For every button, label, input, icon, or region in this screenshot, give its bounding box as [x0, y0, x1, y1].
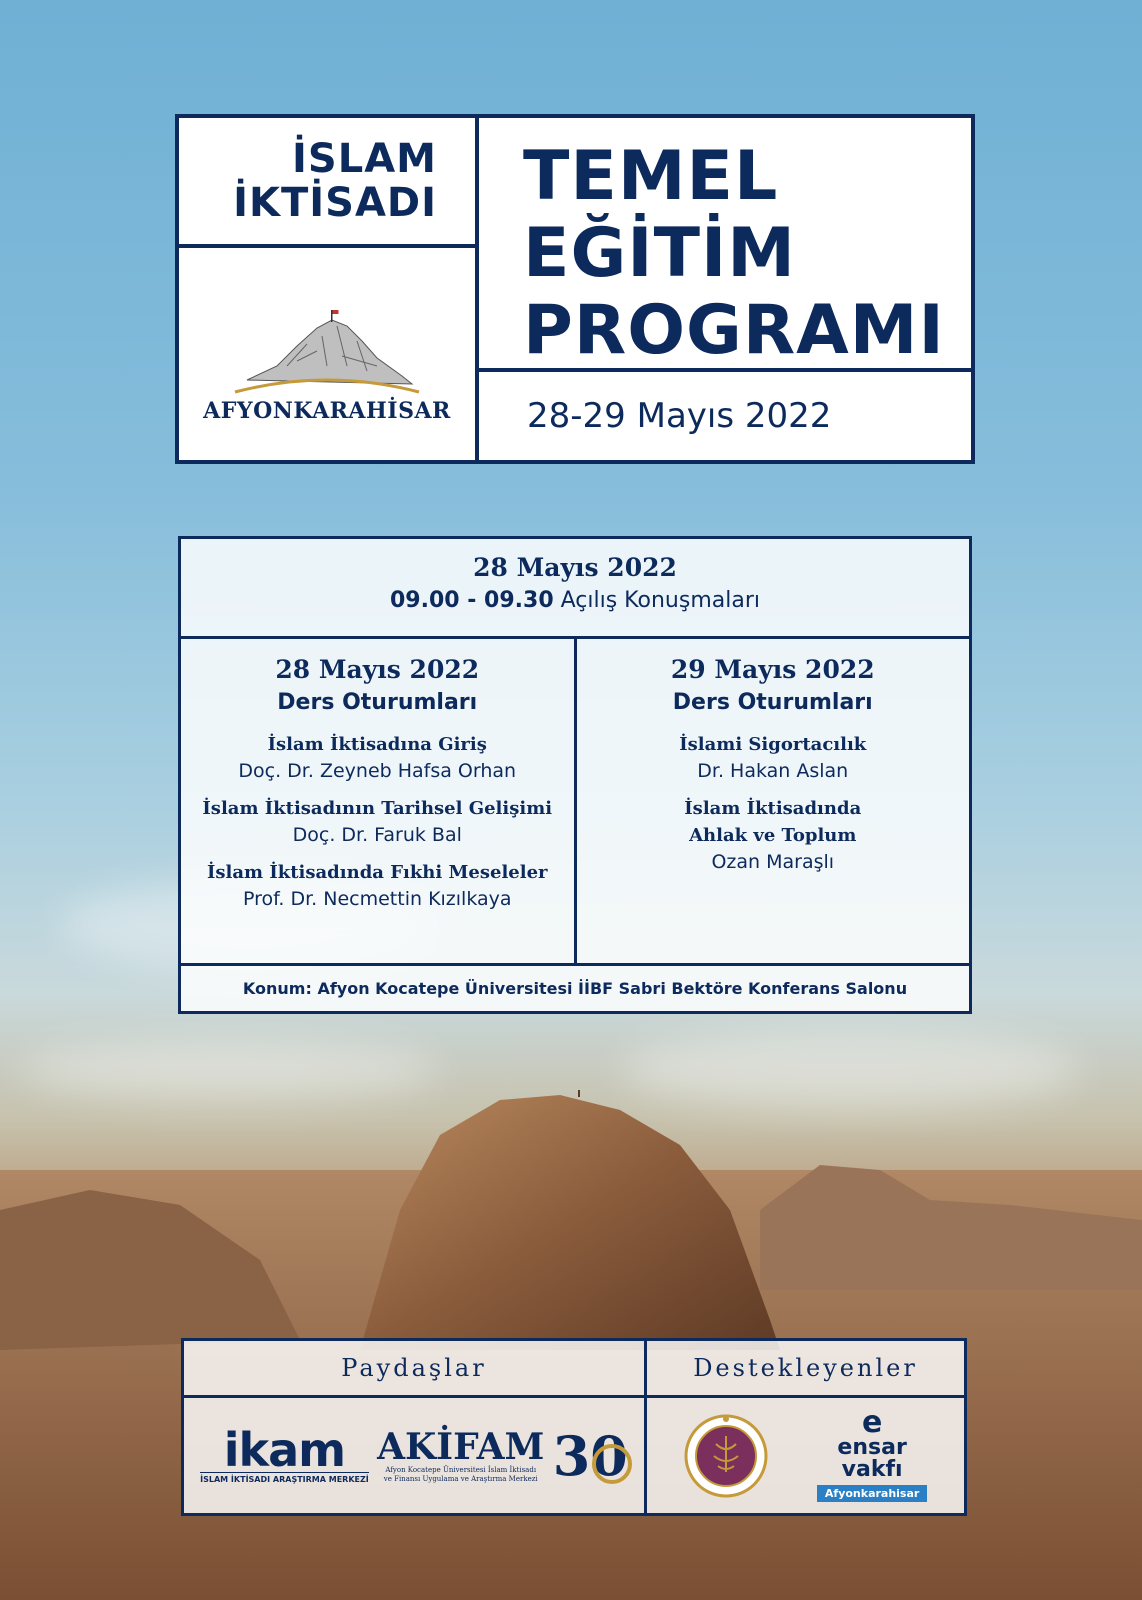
supporters-column	[644, 1341, 964, 1513]
afyonkarahisar-municipality-seal-icon	[684, 1414, 768, 1498]
city-logo	[179, 248, 475, 460]
day2-subtitle: Ders Oturumları	[672, 690, 873, 715]
title-line1: TEMEL	[523, 137, 779, 216]
day2-date: 29 Mayıs 2022	[670, 655, 875, 684]
stakeholders-heading: Paydaşlar	[184, 1341, 644, 1398]
session-title: İslami Sigortacılık	[679, 734, 867, 755]
day1-subtitle: Ders Oturumları	[277, 690, 478, 715]
sponsors-box	[181, 1338, 967, 1516]
program-title	[479, 118, 971, 372]
sessions-row	[181, 639, 969, 966]
opening-session	[181, 588, 969, 613]
session-title: İslam İktisadında Fıkhi Meseleler	[206, 862, 548, 883]
session-title-line1: İslam İktisadında	[684, 798, 862, 819]
akifam-logo	[377, 1425, 545, 1484]
schedule-table	[178, 536, 972, 1014]
ensar-wordmark: ensar	[837, 1435, 907, 1460]
opening-row	[181, 539, 969, 639]
day1-column	[181, 639, 574, 963]
program-date: 28-29 Mayıs 2022	[527, 396, 832, 436]
session-speaker: Doç. Dr. Zeyneb Hafsa Orhan	[238, 760, 517, 782]
akifam-subtitle-line2: ve Finansı Uygulama ve Araştırma Merkezi	[383, 1474, 538, 1483]
session-speaker: Ozan Maraşlı	[711, 851, 835, 873]
ensar-e-mark: e	[861, 1405, 883, 1440]
ring-icon	[592, 1444, 632, 1484]
session-title: İslam İktisadına Giriş	[267, 734, 487, 755]
supporters-heading: Destekleyenler	[647, 1341, 964, 1398]
session-title: İslam İktisadının Tarihsel Gelişimi	[202, 798, 553, 819]
left-title-line2: İKTİSADI	[233, 180, 437, 226]
session-speaker: Doç. Dr. Faruk Bal	[292, 824, 462, 846]
opening-date: 28 Mayıs 2022	[473, 553, 677, 582]
castle-illustration-icon	[227, 306, 427, 396]
akifam-wordmark: AKİFAM	[377, 1425, 545, 1468]
header-right-panel	[479, 118, 971, 460]
session-speaker: Dr. Hakan Aslan	[697, 760, 849, 782]
stakeholders-logos	[184, 1398, 644, 1513]
ikam-logo	[200, 1422, 369, 1484]
title-line2: EĞİTİM	[523, 214, 796, 293]
ikam-wordmark: ikam	[223, 1422, 346, 1477]
opening-time: 09.00 - 09.30	[390, 588, 554, 613]
aku-30-number: 30	[552, 1423, 628, 1488]
session-title-line2: Ahlak ve Toplum	[689, 825, 857, 846]
supporters-logos	[647, 1398, 964, 1513]
ikam-subtitle: İSLAM İKTİSADI ARAŞTIRMA MERKEZİ	[200, 1472, 369, 1484]
program-header	[175, 114, 975, 464]
ensar-vakfi-logo	[817, 1405, 927, 1502]
title-line3: PROGRAMI	[523, 291, 945, 370]
stakeholders-column	[184, 1341, 644, 1513]
aku-30-year-logo	[553, 1424, 628, 1488]
ensar-vakfi: vakfı	[841, 1457, 903, 1482]
location: Konum: Afyon Kocatepe Üniversitesi İİBF Sabri Bektöre Konferans Salonu	[242, 979, 908, 998]
header-left-panel	[179, 118, 479, 460]
islam-iktisadi-title	[179, 118, 475, 248]
city-name: AFYONKARAHİSAR	[203, 398, 451, 424]
left-title-line1: İSLAM	[292, 136, 437, 182]
session-speaker: Prof. Dr. Necmettin Kızılkaya	[242, 888, 512, 910]
day1-date: 28 Mayıs 2022	[275, 655, 480, 684]
opening-label: Açılış Konuşmaları	[560, 588, 760, 613]
akifam-subtitle-line1: Afyon Kocatepe Üniversitesi İslam İktisadı	[385, 1465, 537, 1474]
day2-column	[574, 639, 970, 963]
ensar-city-tag: Afyonkarahisar	[817, 1485, 927, 1502]
